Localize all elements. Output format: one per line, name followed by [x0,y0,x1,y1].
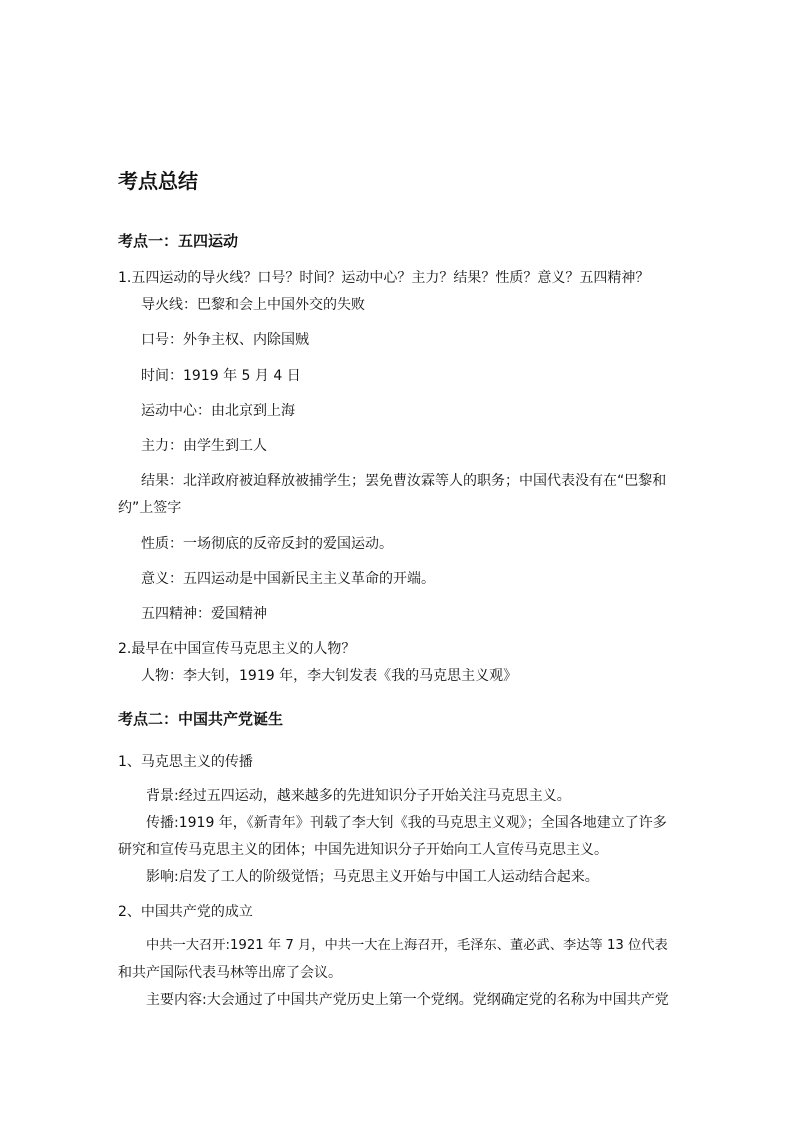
section-heading-may-fourth: 考点一：五四运动 [118,232,239,250]
answer-significance: 意义：五四运动是中国新民主主义革命的开端。 [141,571,435,587]
answer-cause: 导火线：巴黎和会上中国外交的失败 [141,297,365,313]
para-content-line1: 主要内容:大会通过了中国共产党历史上第一个党纲。党纲确定党的名称为中国共产党 [146,992,669,1008]
subheading-marxism-spread: 1、马克思主义的传播 [118,754,253,770]
question-1: 1.五四运动的导火线？口号？时间？运动中心？主力？结果？性质？意义？五四精神？ [118,270,650,286]
answer-force: 主力：由学生到工人 [141,438,267,454]
para-congress-line2: 和共产国际代表马林等出席了会议。 [118,965,342,981]
answer-center: 运动中心：由北京到上海 [141,403,295,419]
answer-time: 时间：1919 年 5 月 4 日 [141,368,301,384]
answer-result-line1: 结果：北洋政府被迫释放被捕学生；罢免曹汝霖等人的职务；中国代表没有在“巴黎和 [141,473,667,489]
para-background: 背景:经过五四运动，越来越多的先进知识分子开始关注马克思主义。 [146,788,571,804]
answer-nature: 性质：一场彻底的反帝反封的爱国运动。 [141,536,393,552]
answer-person: 人物：李大钊，1919 年，李大钊发表《我的马克思主义观》 [141,668,518,684]
para-spread-line2: 研究和宣传马克思主义的团体；中国先进知识分子开始向工人宣传马克思主义。 [118,842,608,858]
question-2: 2.最早在中国宣传马克思主义的人物？ [118,641,356,657]
para-spread-line1: 传播:1919 年，《新青年》刊载了李大钊《我的马克思主义观》；全国各地建立了许多 [146,815,667,831]
para-congress-line1: 中共一大召开:1921 年 7 月，中共一大在上海召开，毛泽东、董必武、李达等 13 位代表 [146,938,668,953]
answer-result-line2: 约”上签字 [118,500,182,516]
answer-spirit: 五四精神：爱国精神 [141,606,267,622]
answer-slogan: 口号：外争主权、内除国贼 [141,332,309,348]
subheading-cpc-establishment: 2、中国共产党的成立 [118,904,253,920]
page-title: 考点总结 [118,169,198,193]
para-influence: 影响:启发了工人的阶级觉悟；马克思主义开始与中国工人运动结合起来。 [146,869,599,885]
section-heading-cpc-founding: 考点二：中国共产党诞生 [118,710,284,728]
